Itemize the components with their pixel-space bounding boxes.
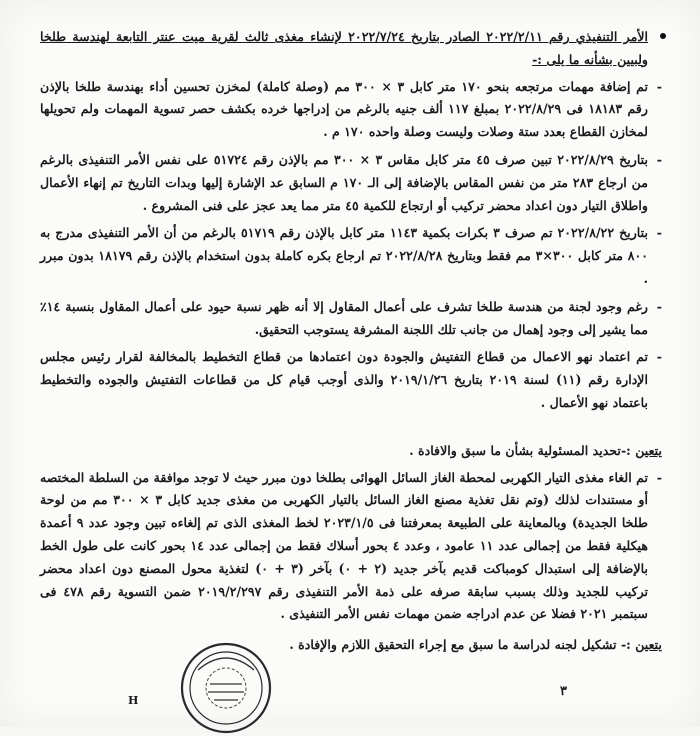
finding-item: - بتاريخ ٢٠٢٢/٨/٢٩ تبين صرف ٤٥ متر كابل مقاس ٣ × ٣٠٠ مم بالإذن رقم ٥١٧٢٤ على نفس الأمر التنفيذى بالرغم من ارجاع ٢٨٣ متر من نفس المقاس بالإضافة إلى الـ ١٧٠ م السابق عد الإشارة إليها وبدات التاريخ تم إنهاء الأعمال واطلاق التيار دون اعداد محضر تركيب أو ارتجاع للكمية ٤٥ متر مما يعد عجز على فنى المشروع .	[40, 151, 662, 213]
page-number: ٣	[560, 684, 567, 699]
required-action	[40, 634, 662, 657]
finding-text: رغم وجود لجنة من هندسة طلخا تشرف على أعمال المقاول إلا أنه ظهر نسبة حيود على أعمال المقاول بنسبة ١٤٪ مما يشير إلى وجود إهمال من جانب تلك اللجنة المشرفة يستوجب التحقيق.	[40, 298, 648, 337]
intro-paragraph	[40, 26, 662, 72]
required-action-text: :- تشكيل لجنه لدراسة ما سبق مع إجراء التحقيق اللازم والإفادة .	[289, 637, 631, 653]
bullet-icon	[660, 33, 666, 39]
finding-text: تم إضافة مهمات مرتجعه بنحو ١٧٠ متر كابل ٣ × ٣٠٠ مم (وصلة كاملة) لمخزن تحسين أداء بهندسة طلخا بالإذن رقم ١٨١٨٣ فى ٢٠٢٢/٨/٢٩ بمبلغ ١١٧ ألف جنيه بالرغم من إدراجها خرده بكشف حصر تسوية المهمات ولم تحويلها لمخازن القطاع بعدد ستة وصلات وليست وصلة واحده ١٧٠ م .	[40, 78, 649, 140]
finding-text: تم اعتماد نهو الاعمال من قطاع التفتيش والجودة دون اعتمادها من قطاع التخطيط بالمخالفة لقرار رئيس مجلس الإدارة رقم (١١) لسنة ٢٠١٩ بتاريخ ٢٠١٩/١/٢٦ والذى أوجب قيام كل من قطاعات التفتيش والجوده والتخطيط باعتماد نهو الأعمال .	[40, 349, 648, 410]
required-action-text: :-تحديد المسئولية بشأن ما سبق والافادة .	[409, 442, 631, 458]
finding-item: - رغم وجود لجنة من هندسة طلخا تشرف على أعمال المقاول إلا أنه ظهر نسبة حيود على أعمال المقاول بنسبة ١٤٪ مما يشير إلى وجود إهمال من جانب تلك اللجنة المشرفة يستوجب التحقيق.	[40, 298, 662, 337]
finding-item: - تم الغاء مغذى التيار الكهربى لمحطة الغاز السائل الهوائى بطلخا دون مبرر حيث لا توجد موافقة من السلطة المختصه أو مستندات لذلك (وتم نقل تغذية مصنع الغاز السائل بالتيار الكهربى من مغذى جديد كابل ٣ × ٣٠٠ مم من لوحة طلخا الجديدة) وبالمعاينة على الطبيعة بمعرفتنا فى ٢٠٢٣/١/٥ لخط المغذى الذى تم إلغاءه تبين وجود عدد ٩ أعمدة هيكلية فقط من إجمالى عدد ١١ عامود ، وعدد ٤ بحور أسلاك فقط من إجمالى عدد ١٤ بحور كانت على طول الخط بالإضافة إلى استبدال كومباكت قديم بآخر جديد (٢ + ٠) بآخر (٣ + ٠) لتغذية محول المصنع دون اعداد محضر تركيب للجديد وذلك بسبب سابقة صرفه على ذمة الأمر التنفيذى رقم ٢٠١٩/٢/٢٩٧ ضمن التسوية رقم ٤٧٨ فى سبتمبر ٢٠٢١ فضلا عن عدم ادراجه ضمن مهمات نفس الأمر التنفيذى .	[40, 469, 662, 622]
official-stamp	[178, 640, 274, 736]
required-action-label: يتعين	[635, 637, 662, 653]
finding-item: - تم إضافة مهمات مرتجعه بنحو ١٧٠ متر كابل ٣ × ٣٠٠ مم (وصلة كاملة) لمخزن تحسين أداء بهندسة طلخا بالإذن رقم ١٨١٨٣ فى ٢٠٢٢/٨/٢٩ بمبلغ ١١٧ ألف جنيه بالرغم من إدراجها خرده بكشف حصر تسوية المهمات ولم تحويلها لمخازن القطاع بعدد ستة وصلات وليست وصلة واحده ١٧٠ م .	[40, 78, 662, 140]
finding-item: - تم اعتماد نهو الاعمال من قطاع التفتيش والجودة دون اعتمادها من قطاع التخطيط بالمخالفة لقرار رئيس مجلس الإدارة رقم (١١) لسنة ٢٠١٩ بتاريخ ٢٠١٩/١/٢٦ والذى أوجب قيام كل من قطاعات التفتيش والجوده والتخطيط باعتماد نهو الأعمال .	[40, 349, 662, 410]
finding-text: بتاريخ ٢٠٢٢/٨/٢٩ تبين صرف ٤٥ متر كابل مقاس ٣ × ٣٠٠ مم بالإذن رقم ٥١٧٢٤ على نفس الأمر التنفيذى بالرغم من ارجاع ٢٨٣ متر من نفس المقاس بالإضافة إلى الـ ١٧٠ م السابق عد الإشارة إليها وبدات التاريخ تم إنهاء الأعمال واطلاق التيار دون اعداد محضر تركيب أو ارتجاع للكمية ٤٥ متر مما يعد عجز على فنى المشروع .	[40, 151, 649, 213]
document-body	[40, 26, 662, 661]
required-action-label: يتعين	[635, 442, 662, 458]
finding-item: - بتاريخ ٢٠٢٢/٨/٢٢ تم صرف ٣ بكرات بكمية ١١٤٣ متر كابل بالإذن رقم ٥١٧١٩ بالرغم من أن الأمر التنفيذى مدرج به ٨٠٠ متر كابل ٣٠٠×٣ مم فقط وبتاريخ ٢٠٢٢/٨/٢٨ تم ارجاع بكره كاملة بدون استخدام بالإذن رقم ١٨١٧٩ بدون مبرر .	[40, 225, 662, 286]
footer-code: H	[128, 694, 139, 707]
finding-text: بتاريخ ٢٠٢٢/٨/٢٢ تم صرف ٣ بكرات بكمية ١١٤٣ متر كابل بالإذن رقم ٥١٧١٩ بالرغم من أن الأمر التنفيذى مدرج به ٨٠٠ متر كابل ٣٠٠×٣ مم فقط وبتاريخ ٢٠٢٢/٨/٢٨ تم ارجاع بكره كاملة بدون استخدام بالإذن رقم ١٨١٧٩ بدون مبرر .	[40, 225, 648, 286]
finding-text: تم الغاء مغذى التيار الكهربى لمحطة الغاز السائل الهوائى بطلخا دون مبرر حيث لا توجد موافقة من السلطة المختصه أو مستندات لذلك (وتم نقل تغذية مصنع الغاز السائل بالتيار الكهربى من مغذى جديد كابل ٣ × ٣٠٠ مم من لوحة طلخا الجديدة) وبالمعاينة على الطبيعة بمعرفتنا فى ٢٠٢٣/١/٥ لخط المغذى الذى تم إلغاءه تبين وجود عدد ٩ أعمدة هيكلية فقط من إجمالى عدد ١١ عامود ، وعدد ٤ بحور أسلاك فقط من إجمالى عدد ١٤ بحور كانت على طول الخط بالإضافة إلى استبدال كومباكت قديم بآخر جديد (٢ + ٠) بآخر (٣ + ٠) لتغذية محول المصنع دون اعداد محضر تركيب للجديد وذلك بسبب سابقة صرفه على ذمة الأمر التنفيذى رقم ٢٠١٩/٢/٢٩٧ ضمن التسوية رقم ٤٧٨ فى سبتمبر ٢٠٢١ فضلا عن عدم ادراجه ضمن مهمات نفس الأمر التنفيذى .	[40, 469, 649, 622]
required-action	[40, 440, 662, 463]
intro-text: الأمر التنفيذي رقم ٢٠٢٢/٢/١١ الصادر بتاريخ ٢٠٢٢/٧/٢٤ لإنشاء مغذى ثالث لقرية ميت عنتر التابعة لهندسة طلخا ولبيين بشأنه ما يلى :-	[40, 29, 649, 67]
